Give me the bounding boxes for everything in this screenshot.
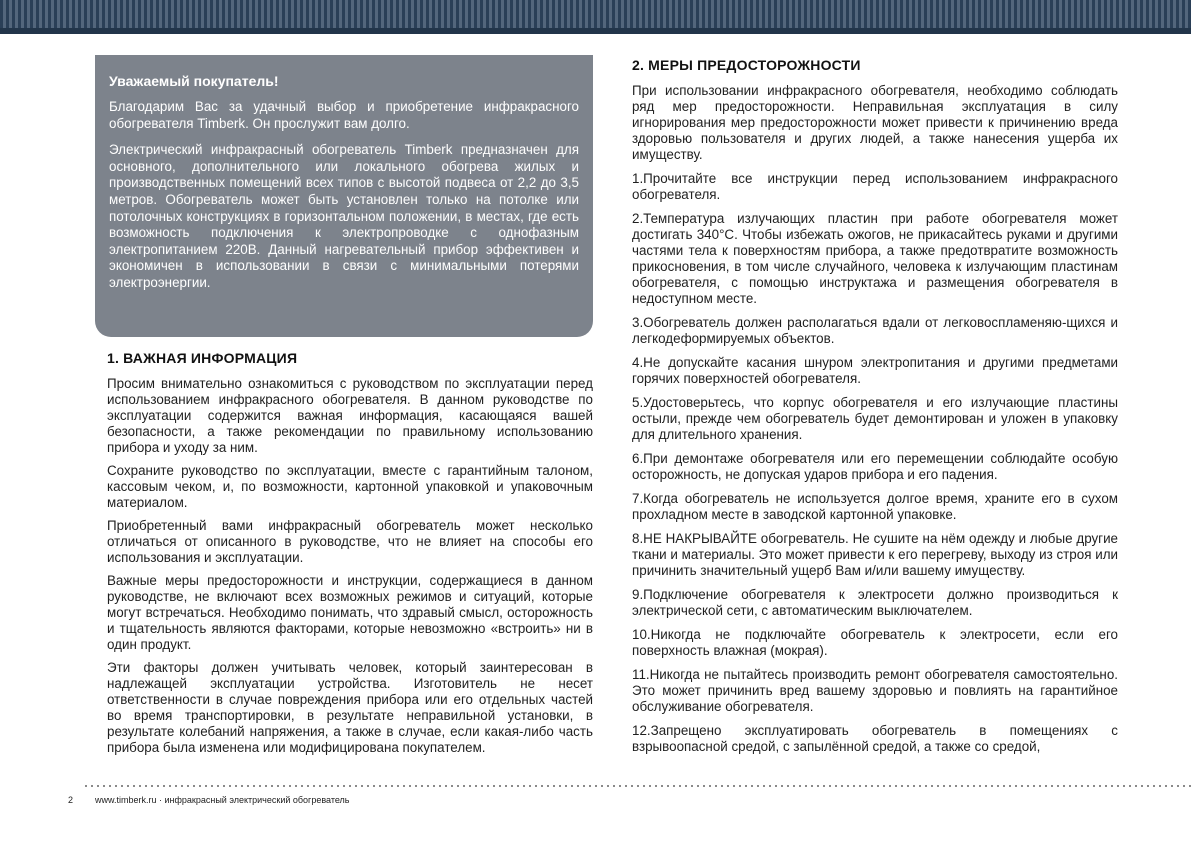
section-important-info — [107, 350, 593, 763]
section-precautions — [632, 57, 1118, 763]
list-item: 4.Не допускайте касания шнуром электропитания и другими предметами горячих поверхностей обогревателя. — [632, 355, 1118, 386]
list-item: 2.Температура излучающих пластин при работе обогревателя может достигать 340°С. Чтобы избежать ожогов, не прикасайтесь руками и другими частями тела к поверхностям прибора, а также предотвратите возможность прикосновения, в том числе случайного, человека к излучающим пластинам обогревателя, с помощью инструктажа и размещения обогревателя в недоступном месте. — [632, 211, 1118, 306]
greeting-paragraph: Благодарим Вас за удачный выбор и приобретение инфракрасного обогревателя Timberk. Он прослужит вам долго. — [109, 99, 579, 131]
list-item: 1.Прочитайте все инструкции перед использованием инфракрасного обогревателя. — [632, 171, 1118, 202]
paragraph: Сохраните руководство по эксплуатации, вместе с гарантийным талоном, кассовым чеком, и, по возможности, картонной упаковкой и упаковочным материалом. — [107, 463, 593, 510]
list-item: 6.При демонтаже обогревателя или его перемещении соблюдайте особую осторожность, не допуская ударов прибора и его падения. — [632, 451, 1118, 482]
paragraph: Приобретенный вами инфракрасный обогреватель может несколько отличаться от описанного в руководстве, что не влияет на способы его использования и эксплуатации. — [107, 518, 593, 565]
paragraph: Важные меры предосторожности и инструкции, содержащиеся в данном руководстве, не включают всех возможных режимов и ситуаций, которые могут встречаться. Необходимо понимать, что здравый смысл, осторожность и тщательность являются факторами, которые невозможно «встроить» ни в один продукт. — [107, 573, 593, 652]
list-item: 8.НЕ НАКРЫВАЙТЕ обогреватель. Не сушите на нём одежду и любые другие ткани и материалы. Это может привести к его перегреву, выходу из строя или причинить значительный ущерб Вам и/или вашему имуществу. — [632, 531, 1118, 578]
list-item: 12.Запрещено эксплуатировать обогреватель в помещениях с взрывоопасной средой, с запылённой средой, а также со средой, — [632, 723, 1118, 754]
list-item: 10.Никогда не подключайте обогреватель к электросети, если его поверхность влажная (мокрая). — [632, 627, 1118, 658]
paragraph: Эти факторы должен учитывать человек, который заинтересован в надлежащей эксплуатации устройства. Изготовитель не несет ответственности в случае повреждения прибора или его отдельных частей во время транспортировки, в результате неправильной установки, в результате колебаний напряжения, а также в случае, если какая-либо часть прибора была изменена или модифицирована покупателем. — [107, 660, 593, 755]
greeting-paragraph: Электрический инфракрасный обогреватель Timberk предназначен для основного, дополнительного или локального обогрева жилых и производственных помещений всех типов с высотой подвеса от 2,2 до 3,5 метров. Обогреватель может быть установлен только на потолке или потолочных конструкциях в горизонтальном положении, в местах, где есть возможность подключения к электропроводке с однофазным электропитанием 220В. Данный нагревательный прибор эффективен и экономичен в использовании в связи с минимальными потерями электроэнергии. — [109, 142, 579, 290]
list-item: 11.Никогда не пытайтесь производить ремонт обогревателя самостоятельно. Это может причинить вред вашему здоровью и повлиять на гарантийное обслуживание обогревателя. — [632, 667, 1118, 714]
list-item: 3.Обогреватель должен располагаться вдали от легковоспламеняю-щихся и легкодеформируемых объектов. — [632, 315, 1118, 346]
footer-text: www.timberk.ru · инфракрасный электрический обогреватель — [95, 795, 350, 805]
section-heading: 1. ВАЖНАЯ ИНФОРМАЦИЯ — [107, 350, 298, 366]
greeting-box — [95, 55, 593, 337]
page-number: 2 — [68, 795, 74, 805]
header-band-line — [0, 28, 1191, 34]
greeting-title: Уважаемый покупатель! — [109, 73, 279, 89]
list-item: 5.Удостоверьтесь, что корпус обогревателя и его излучающие пластины остыли, прежде чем обогреватель будет демонтирован и уложен в упаковку для длительного хранения. — [632, 395, 1118, 442]
list-item: 9.Подключение обогревателя к электросети должно производиться к электрической сети, с автоматическим выключателем. — [632, 587, 1118, 618]
section-heading: 2. МЕРЫ ПРЕДОСТОРОЖНОСТИ — [632, 57, 861, 73]
footer-divider — [85, 785, 1191, 787]
paragraph: Просим внимательно ознакомиться с руководством по эксплуатации перед использованием инфракрасного обогревателя. В данном руководстве по эксплуатации содержится важная информация, касающаяся вашей безопасности, а также рекомендации по правильному использованию прибора и уходу за ним. — [107, 376, 593, 455]
list-item: 7.Когда обогреватель не используется долгое время, храните его в сухом прохладном месте в заводской картонной упаковке. — [632, 491, 1118, 522]
paragraph: При использовании инфракрасного обогревателя, необходимо соблюдать ряд мер предосторожности. Неправильная эксплуатация в силу игнорирования мер предосторожности может привести к причинению вреда здоровью пользователя и других людей, а также нанесения ущерба их имуществу. — [632, 83, 1118, 162]
